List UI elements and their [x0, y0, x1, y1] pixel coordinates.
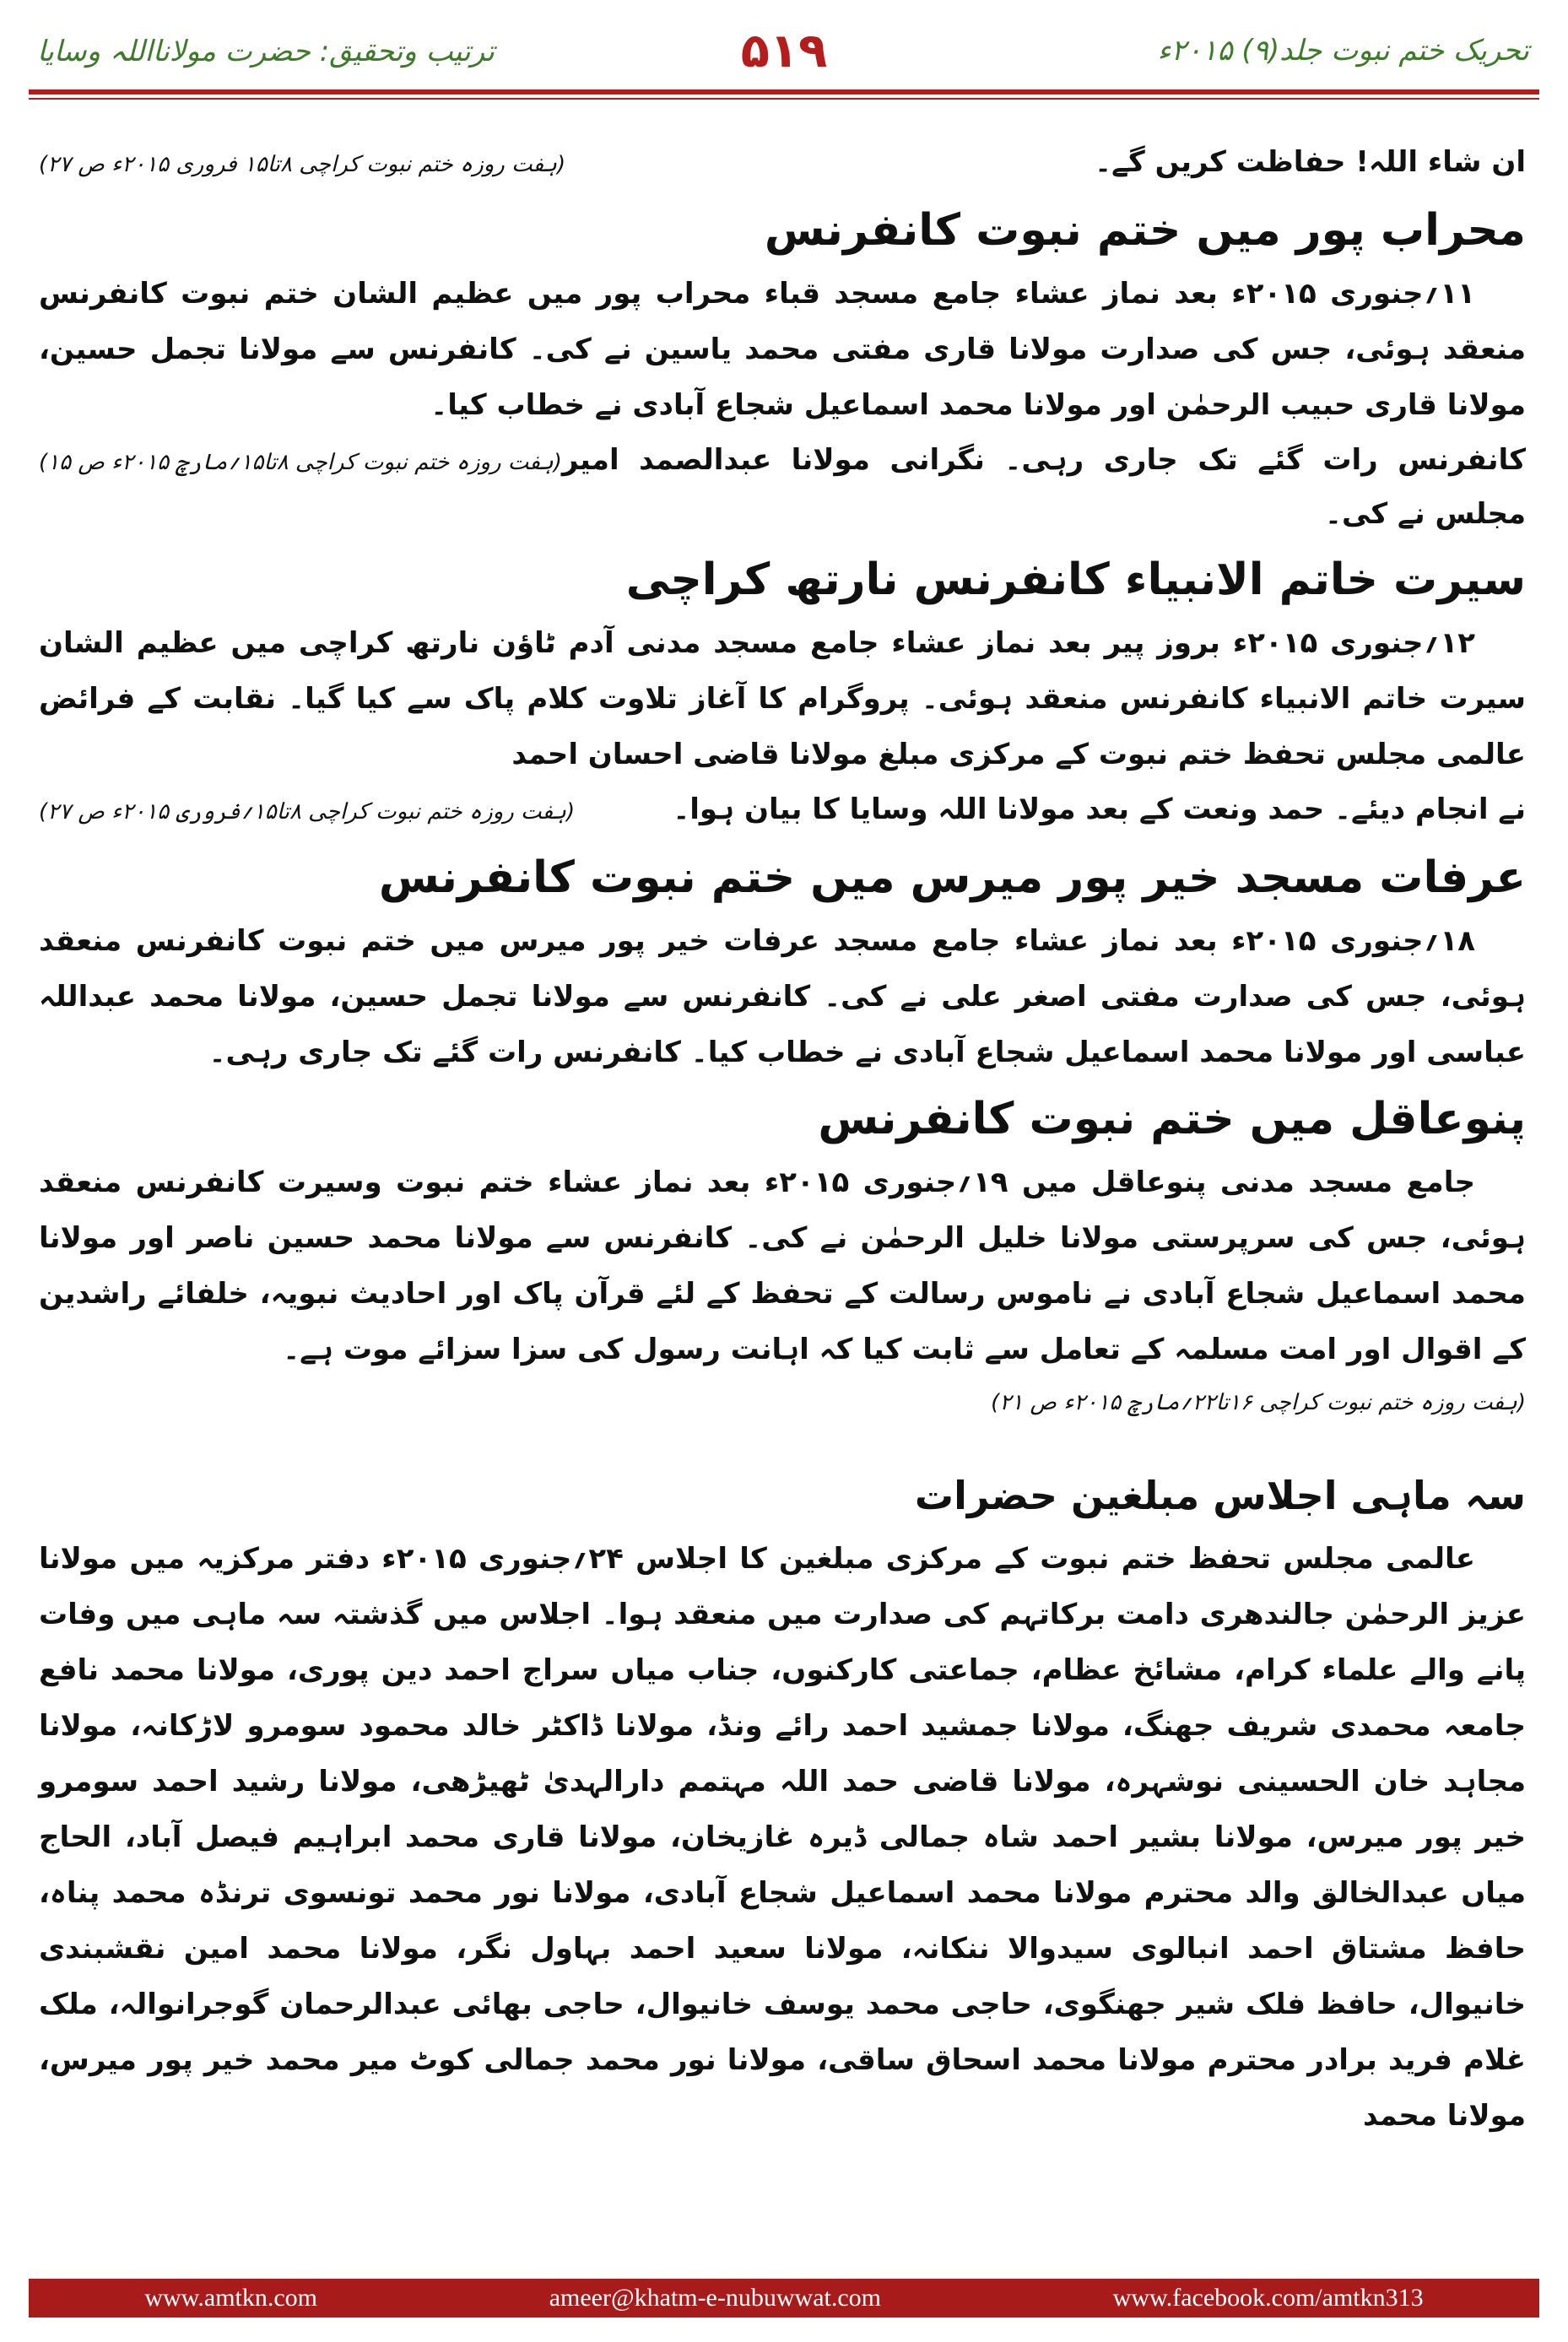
- source-reference: (ہفت روزہ ختم نبوت کراچی ۸تا۱۵؍مارچ ۲۰۱۵ء ص ۱۵): [39, 450, 562, 475]
- email-link[interactable]: ameer@khatm-e-nubuwwat.com: [549, 2284, 881, 2312]
- header-divider: [29, 89, 1539, 95]
- intro-reference: (ہفت روزہ ختم نبوت کراچی ۸تا۱۵ فروری ۲۰۱۵ء ص ۲۷): [39, 152, 566, 177]
- section-paragraph: ۱۱؍جنوری ۲۰۱۵ء بعد نماز عشاء جامع مسجد قباء محراب پور میں عظیم الشان ختم نبوت کانفرنس منعقد ہوئی، جس کی صدارت مولانا قاری مفتی محمد یاسین نے کی۔ کانفرنس سے مولانا تجمل حسین، مولانا قاری حبیب الرحمٰن اور مولانا محمد اسماعیل شجاع آبادی نے خطاب کیا۔: [39, 277, 1526, 422]
- compiler-credit: ترتیب وتحقیق: حضرت مولانااللہ وسایا: [37, 35, 495, 68]
- section-heading-quarterly-meeting: سہ ماہی اجلاس مبلغین حضرات: [914, 1473, 1526, 1518]
- section-paragraph: ۱۲؍جنوری ۲۰۱۵ء بروز پیر بعد نماز عشاء جامع مسجد مدنی آدم ٹاؤن نارتھ کراچی میں عظیم الشان سیرت خاتم الانبیاء کانفرنس منعقد ہوئی۔ پروگرام کا آغاز تلاوت کلام پاک سے کیا گیا۔ نقابت کے فرائض عالمی مجلس تحفظ ختم نبوت کے مرکزی مبلغ مولانا قاضی احسان احمد: [39, 626, 1526, 771]
- intro-text: ان شاء اللہ! حفاظت کریں گے۔: [1095, 145, 1526, 179]
- closing-text: نے انجام دیئے۔ حمد ونعت کے بعد مولانا اللہ وسایا کا بیان ہوا۔: [673, 792, 1526, 826]
- section-paragraph: عالمی مجلس تحفظ ختم نبوت کے مرکزی مبلغین کا اجلاس ۲۴؍جنوری ۲۰۱۵ء دفتر مرکزیہ میں مولانا عزیز الرحمٰن جالندھری دامت برکاتہم کی صدارت میں منعقد ہوا۔ اجلاس میں گذشتہ سہ ماہی میں وفات پانے والے علماء کرام، مشائخ عظام، جماعتی کارکنوں، جناب میاں سراج احمد دین پوری، مولانا محمد نافع جامعہ محمدی شریف جھنگ، مولانا جمشید احمد رائے ونڈ، مولانا ڈاکٹر خالد محمود سومرو لاڑکانہ، مولانا مجاہد خان الحسینی نوشہرہ، مولانا قاضی حمد اللہ مہتمم دارالہدیٰ ٹھیڑھی، مولانا رشید احمد سومرو خیر پور میرس، مولانا بشیر احمد شاہ جمالی ڈیرہ غازیخان، مولانا قاری محمد ابراہیم فیصل آباد، الحاج میاں عبدالخالق والد محترم مولانا محمد اسماعیل شجاع آبادی، مولانا نور محمد تونسوی ترنڈہ محمد پناہ، حافظ مشتاق احمد انبالوی سیدوالا ننکانہ، مولانا سعید احمد بہاول نگر، مولانا محمد امین نقشبندی خانیوال، حافظ فلک شیر جھنگوی، حاجی محمد یوسف خانیوال، حاجی بھائی عبدالرحمان گوجرانوالہ، ملک غلام فرید برادر محترم مولانا محمد اسحاق ساقی، مولانا نور محمد جمالی کوٹ میر محمد خیر پور میرس، مولانا محمد: [39, 1542, 1526, 2133]
- section-heading-north-karachi: سیرت خاتم الانبیاء کانفرنس نارتھ کراچی: [625, 554, 1526, 605]
- section-closing-line: [39, 433, 1526, 541]
- page-number: ۵۱۹: [740, 24, 828, 78]
- section-heading-khairpur: عرفات مسجد خیر پور میرس میں ختم نبوت کانفرنس: [378, 852, 1526, 903]
- intro-line: [39, 135, 1526, 192]
- page-body: [39, 135, 1526, 2144]
- source-reference: (ہفت روزہ ختم نبوت کراچی ۸تا۱۵؍فروری ۲۰۱۵ء ص ۲۷): [39, 799, 576, 825]
- website-link[interactable]: www.amtkn.com: [144, 2284, 318, 2312]
- header-divider-thin: [29, 98, 1539, 100]
- closing-text: کانفرنس رات گئے تک جاری رہی۔ نگرانی مولانا عبدالصمد امیر مجلس نے کی۔: [561, 443, 1526, 531]
- page-header: [0, 0, 1568, 95]
- section-paragraph: جامع مسجد مدنی پنوعاقل میں ۱۹؍جنوری ۲۰۱۵ء بعد نماز عشاء ختم نبوت وسیرت کانفرنس منعقد ہوئی، جس کی سرپرستی مولانا خلیل الرحمٰن نے کی۔ کانفرنس سے مولانا محمد حسین ناصر اور مولانا محمد اسماعیل شجاع آبادی نے ناموس رسالت کے تحفظ کے لئے قرآن پاک اور احادیث نبویہ، خلفائے راشدین کے اقوال اور امت مسلمہ کے تعامل سے ثابت کیا کہ اہانت رسول کی سزا سزائے موت ہے۔: [39, 1166, 1526, 1366]
- section-closing-line: [39, 782, 1526, 839]
- facebook-link[interactable]: www.facebook.com/amtkn313: [1112, 2284, 1424, 2312]
- section-heading-pano-aqil: پنوعاقل میں ختم نبوت کانفرنس: [818, 1094, 1526, 1144]
- book-title: تحریک ختم نبوت جلد(۹) ۲۰۱۵ء: [1157, 34, 1529, 68]
- source-reference: (ہفت روزہ ختم نبوت کراچی ۱۶تا۲۲؍مارچ ۲۰۱۵ء ص ۲۱): [991, 1390, 1526, 1415]
- page-footer: [29, 2279, 1539, 2318]
- section-paragraph: ۱۸؍جنوری ۲۰۱۵ء بعد نماز عشاء جامع مسجد عرفات خیر پور میرس میں ختم نبوت کانفرنس منعقد ہوئی، جس کی صدارت مفتی اصغر علی نے کی۔ کانفرنس سے مولانا تجمل حسین، مولانا محمد عبداللہ عباسی اور مولانا محمد اسماعیل شجاع آبادی نے خطاب کیا۔ کانفرنس رات گئے تک جاری رہی۔: [39, 924, 1526, 1069]
- section-heading-mehrabpur: محراب پور میں ختم نبوت کانفرنس: [764, 205, 1526, 256]
